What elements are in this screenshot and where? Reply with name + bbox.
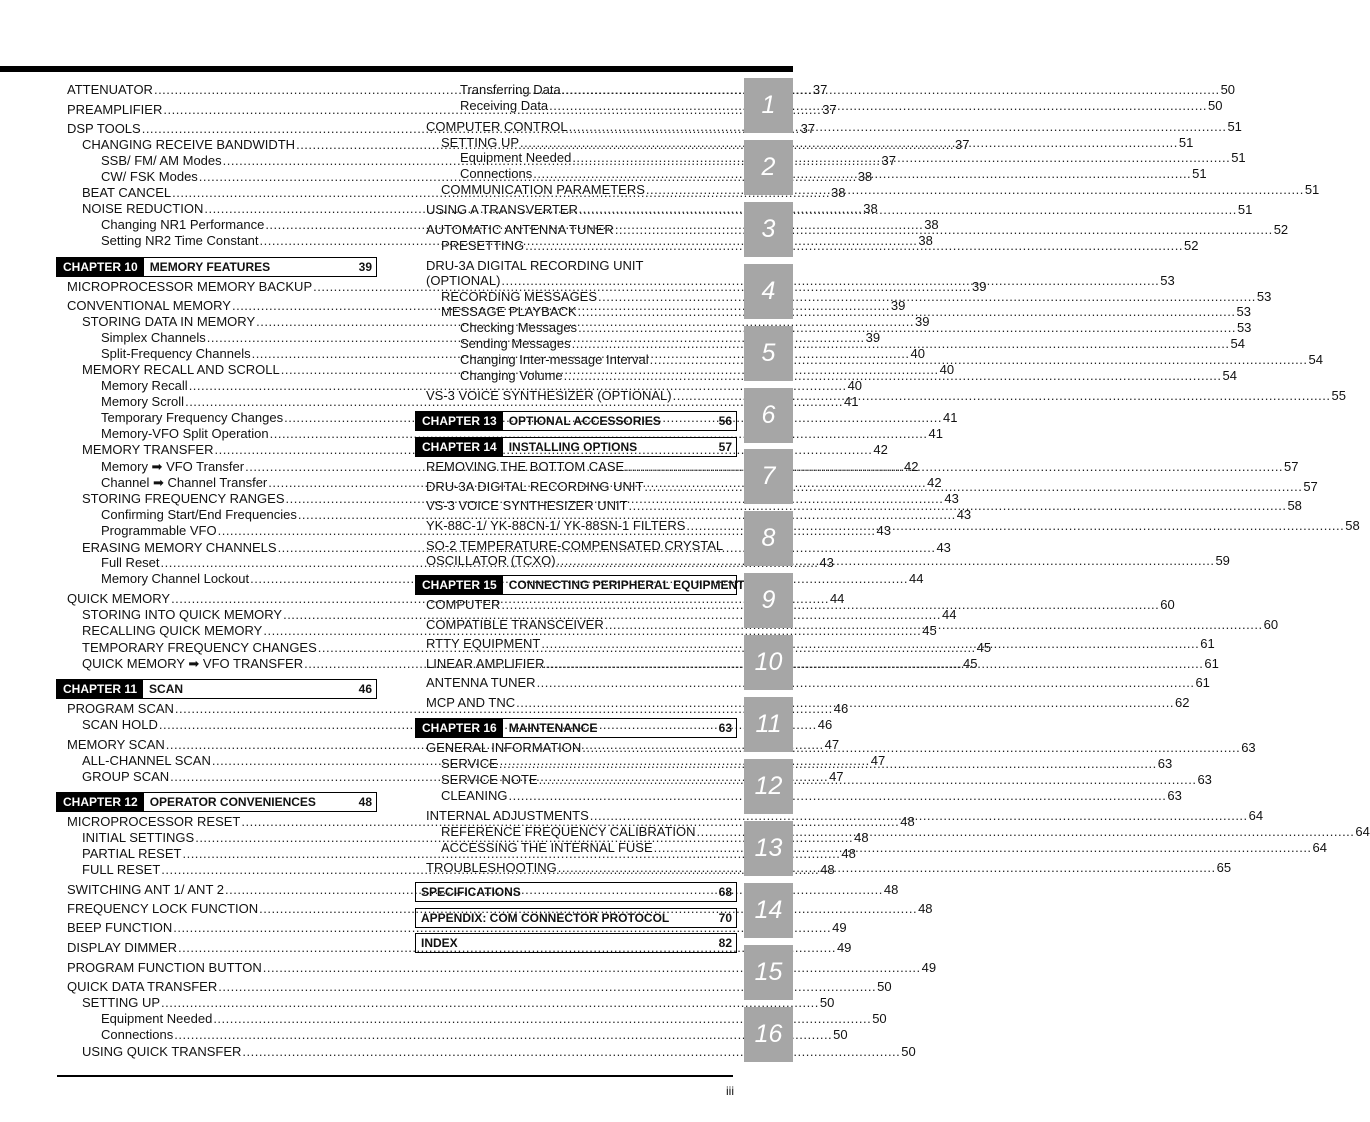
toc-entry-label: BEAT CANCEL bbox=[82, 185, 172, 200]
toc-entry-label: QUICK MEMORY ➡ VFO TRANSFER bbox=[82, 656, 304, 671]
leader-dots bbox=[539, 772, 1197, 788]
toc-entry-label: Checking Messages bbox=[460, 320, 578, 335]
toc-entry-page: 57 bbox=[1284, 459, 1299, 474]
leader-dots bbox=[564, 368, 1222, 384]
toc-entry-page: 37 bbox=[812, 82, 828, 97]
toc-entry-label: Memory Scroll bbox=[101, 394, 185, 409]
toc-entry-page: 38 bbox=[857, 169, 873, 184]
chapter-tab-16[interactable]: 16 bbox=[744, 1007, 793, 1062]
toc-entry-label: Memory Channel Lockout bbox=[101, 571, 250, 586]
leader-dots bbox=[629, 498, 1287, 514]
toc-entry-page: 50 bbox=[901, 1044, 916, 1059]
toc-entry-label: Setting NR2 Time Constant bbox=[101, 233, 259, 248]
toc-entry-page: 51 bbox=[1192, 166, 1207, 181]
toc-entry-page: 51 bbox=[1231, 150, 1246, 165]
toc-entry-page: 50 bbox=[833, 1027, 848, 1042]
toc-entry-label: DRU-3A DIGITAL RECORDING UNIT bbox=[426, 479, 644, 494]
toc-entry-label: BEEP FUNCTION bbox=[67, 920, 173, 935]
toc-entry-page: 51 bbox=[1237, 202, 1253, 217]
toc-entry-label: ERASING MEMORY CHANNELS bbox=[82, 540, 277, 555]
toc-entry-page: 65 bbox=[1216, 860, 1232, 875]
toc-entry-page: 41 bbox=[942, 410, 958, 425]
toc-entry-page: 38 bbox=[924, 217, 939, 232]
toc-entry-page: 51 bbox=[1178, 135, 1194, 150]
toc-entry-page: 48 bbox=[918, 901, 933, 916]
toc-entry-page: 41 bbox=[843, 394, 859, 409]
toc-entry-page: 49 bbox=[832, 920, 847, 935]
toc-entry-page: 58 bbox=[1287, 498, 1302, 513]
toc-entry-label: MICROPROCESSOR RESET bbox=[67, 814, 241, 829]
chapter-title: SCAN bbox=[149, 682, 184, 696]
toc-entry-page: 46 bbox=[833, 701, 849, 716]
toc-entry-page: 63 bbox=[1157, 756, 1173, 771]
toc-entry-page: 42 bbox=[927, 475, 942, 490]
chapter-label: CHAPTER 16 bbox=[416, 719, 503, 737]
toc-entry-label: DRU-3A DIGITAL RECORDING UNIT bbox=[426, 258, 644, 273]
toc-entry-page: 54 bbox=[1230, 336, 1245, 351]
toc-entry-page: 37 bbox=[881, 153, 897, 168]
toc-entry-label: TEMPORARY FREQUENCY CHANGES bbox=[82, 640, 317, 655]
toc-entry-label: Temporary Frequency Changes bbox=[101, 410, 284, 425]
toc-entry-page: 61 bbox=[1195, 675, 1210, 690]
toc-entry-label: ACCESSING THE INTERNAL FUSE bbox=[441, 840, 653, 855]
chapter-page: 39 bbox=[358, 260, 372, 274]
toc-entry-page: 58 bbox=[1345, 518, 1360, 533]
toc-entry-label: INTERNAL ADJUSTMENTS bbox=[426, 808, 589, 823]
toc-entry-page: 43 bbox=[936, 540, 951, 555]
toc-entry-page: 53 bbox=[1256, 289, 1272, 304]
toc-entry-label: (OPTIONAL) bbox=[426, 273, 501, 288]
chapter-tab-3[interactable]: 3 bbox=[744, 202, 793, 257]
toc-entry-label: GROUP SCAN bbox=[82, 769, 170, 784]
toc-entry-label: Full Reset bbox=[101, 555, 160, 570]
leader-dots bbox=[625, 459, 1283, 475]
toc-entry-page: 63 bbox=[1167, 788, 1182, 803]
chapter-label: CHAPTER 13 bbox=[416, 412, 503, 430]
toc-entry-page: 60 bbox=[1160, 597, 1175, 612]
chapter-label: CHAPTER 12 bbox=[57, 793, 144, 811]
toc-entry-label: COMPUTER CONTROL bbox=[426, 119, 568, 134]
toc-entry-label: Connections bbox=[101, 1027, 174, 1042]
chapter-label: CHAPTER 10 bbox=[57, 258, 144, 276]
toc-entry-page: 49 bbox=[836, 940, 852, 955]
chapter-heading[interactable] bbox=[415, 718, 737, 738]
toc-entry-page: 64 bbox=[1248, 808, 1264, 823]
toc-entry-label: Changing Volume bbox=[460, 368, 563, 383]
chapter-label: CHAPTER 14 bbox=[416, 438, 503, 456]
section-heading[interactable] bbox=[415, 933, 737, 953]
toc-entry-page: 45 bbox=[962, 656, 978, 671]
chapter-tab-9[interactable]: 9 bbox=[744, 573, 793, 628]
leader-dots bbox=[697, 824, 1355, 840]
leader-dots bbox=[579, 202, 1237, 218]
toc-entry-label: Programmable VFO bbox=[101, 523, 217, 538]
toc-entry-label: QUICK MEMORY bbox=[67, 591, 171, 606]
toc-entry-page: 44 bbox=[829, 591, 845, 606]
chapter-page: 48 bbox=[358, 795, 372, 809]
chapter-tab-13[interactable]: 13 bbox=[744, 821, 793, 876]
chapter-heading[interactable] bbox=[415, 437, 737, 457]
leader-dots bbox=[615, 222, 1273, 238]
chapter-title: MEMORY FEATURES bbox=[149, 260, 271, 274]
toc-entry-page: 39 bbox=[972, 279, 987, 294]
toc-entry[interactable] bbox=[426, 538, 736, 554]
toc-entry-label: USING A TRANSVERTER bbox=[426, 202, 578, 217]
toc-entry-page: 38 bbox=[831, 185, 846, 200]
toc-entry-page: 52 bbox=[1183, 238, 1199, 253]
chapter-title: OPERATOR CONVENIENCES bbox=[149, 795, 316, 809]
toc-entry-page: 61 bbox=[1200, 636, 1215, 651]
toc-entry-page: 48 bbox=[900, 814, 915, 829]
toc-entry-label: SWITCHING ANT 1/ ANT 2 bbox=[67, 882, 224, 897]
chapter-tab-7[interactable]: 7 bbox=[744, 449, 793, 504]
chapter-tab-12[interactable]: 12 bbox=[744, 759, 793, 814]
toc-entry-page: 43 bbox=[956, 507, 972, 522]
chapter-page: 46 bbox=[358, 682, 372, 696]
leader-dots bbox=[557, 553, 1215, 569]
toc-entry-page: 39 bbox=[890, 298, 906, 313]
toc-entry-label: Memory ➡ VFO Transfer bbox=[101, 459, 245, 474]
toc-entry-label: TROUBLESHOOTING bbox=[426, 860, 557, 875]
chapter-page: 63 bbox=[718, 721, 732, 735]
toc-entry-label: SO-2 TEMPERATURE-COMPENSATED CRYSTAL bbox=[426, 538, 724, 553]
toc-entry-page: 43 bbox=[819, 555, 834, 570]
toc-entry-page: 40 bbox=[910, 346, 925, 361]
toc-entry-page: 43 bbox=[876, 523, 891, 538]
chapter-tab-4[interactable]: 4 bbox=[744, 264, 793, 319]
toc-entry-label: SERVICE NOTE bbox=[441, 772, 538, 787]
chapter-tab-2[interactable]: 2 bbox=[744, 140, 793, 195]
chapter-title: INSTALLING OPTIONS bbox=[508, 440, 638, 454]
chapter-label: CHAPTER 11 bbox=[57, 680, 143, 698]
toc-entry-page: 63 bbox=[1197, 772, 1212, 787]
toc-entry-page: 41 bbox=[928, 426, 943, 441]
toc-entry-label: MEMORY SCAN bbox=[67, 737, 165, 752]
toc-entry-label: Connections bbox=[460, 166, 533, 181]
toc-entry-label: SERVICE bbox=[441, 756, 498, 771]
section-page: 70 bbox=[718, 911, 732, 925]
toc-entry-label: Equipment Needed bbox=[460, 150, 572, 165]
section-page: 68 bbox=[718, 885, 732, 899]
chapter-tab-5[interactable]: 5 bbox=[744, 326, 793, 381]
toc-entry[interactable] bbox=[426, 675, 1210, 691]
toc-entry-label: DSP TOOLS bbox=[67, 121, 141, 136]
leader-dots bbox=[533, 166, 1191, 182]
toc-entry-label: Channel ➡ Channel Transfer bbox=[101, 475, 268, 490]
toc-entry-label: Memory-VFO Split Operation bbox=[101, 426, 269, 441]
toc-entry-label: PROGRAM FUNCTION BUTTON bbox=[67, 960, 262, 975]
toc-entry-label: Equipment Needed bbox=[101, 1011, 213, 1026]
toc-entry-page: 37 bbox=[822, 102, 837, 117]
section-title: APPENDIX: COM CONNECTOR PROTOCOL bbox=[421, 911, 670, 925]
chapter-title: OPTIONAL ACCESSORIES bbox=[508, 414, 661, 428]
chapter-tab-8[interactable]: 8 bbox=[744, 511, 793, 566]
toc-entry-page: 38 bbox=[918, 233, 933, 248]
toc-entry-label: RTTY EQUIPMENT bbox=[426, 636, 541, 651]
toc-entry-label: STORING FREQUENCY RANGES bbox=[82, 491, 285, 506]
toc-entry-page: 49 bbox=[921, 960, 937, 975]
chapter-tab-14[interactable]: 14 bbox=[744, 883, 793, 938]
toc-entry-label: RECORDING MESSAGES bbox=[441, 289, 598, 304]
leader-dots bbox=[541, 636, 1199, 652]
toc-entry-label: VS-3 VOICE SYNTHESIZER UNIT bbox=[426, 498, 628, 513]
toc-entry-page: 50 bbox=[877, 979, 892, 994]
toc-entry-label: CONVENTIONAL MEMORY bbox=[67, 298, 231, 313]
toc-entry-page: 47 bbox=[829, 769, 844, 784]
toc-entry-page: 64 bbox=[1355, 824, 1370, 839]
chapter-tab-10[interactable]: 10 bbox=[744, 635, 793, 690]
chapter-tab-15[interactable]: 15 bbox=[744, 945, 793, 1000]
toc-entry-label: VS-3 VOICE SYNTHESIZER (OPTIONAL) bbox=[426, 388, 672, 403]
toc-entry-label: Sending Messages bbox=[460, 336, 571, 351]
toc-entry[interactable] bbox=[441, 289, 1272, 305]
leader-dots bbox=[572, 150, 1230, 166]
toc-entry-page: 48 bbox=[841, 846, 856, 861]
toc-entry-page: 40 bbox=[847, 378, 863, 393]
leader-dots bbox=[578, 320, 1236, 336]
chapter-title: CONNECTING PERIPHERAL EQUIPMENT bbox=[508, 578, 745, 592]
toc-entry-label: QUICK DATA TRANSFER bbox=[67, 979, 218, 994]
toc-entry-page: 61 bbox=[1204, 656, 1219, 671]
toc-entry-page: 37 bbox=[800, 121, 816, 136]
toc-entry-label: YK-88C-1/ YK-88CN-1/ YK-88SN-1 FILTERS bbox=[426, 518, 686, 533]
page-number: iii bbox=[726, 1084, 734, 1098]
toc-entry-page: 50 bbox=[819, 995, 835, 1010]
toc-entry-page: 52 bbox=[1273, 222, 1289, 237]
chapter-tab-6[interactable]: 6 bbox=[744, 388, 793, 443]
toc-entry-label: Split-Frequency Channels bbox=[101, 346, 251, 361]
toc-entry-page: 54 bbox=[1308, 352, 1323, 367]
toc-entry-page: 54 bbox=[1222, 368, 1237, 383]
toc-entry-label: MESSAGE PLAYBACK bbox=[441, 304, 577, 319]
toc-entry-page: 44 bbox=[941, 607, 957, 622]
toc-entry-label: MCP AND TNC bbox=[426, 695, 516, 710]
toc-entry-label: MEMORY RECALL AND SCROLL bbox=[82, 362, 280, 377]
toc-entry-page: 47 bbox=[870, 753, 886, 768]
toc-entry-label: USING QUICK TRANSFER bbox=[82, 1044, 242, 1059]
leader-dots bbox=[605, 617, 1263, 633]
toc-entry-label: STORING INTO QUICK MEMORY bbox=[82, 607, 283, 622]
leader-dots bbox=[572, 336, 1230, 352]
leader-dots bbox=[598, 289, 1256, 305]
toc-entry-label: COMPUTER bbox=[426, 597, 501, 612]
toc-entry-label: COMPATIBLE TRANSCEIVER bbox=[426, 617, 604, 632]
chapter-heading[interactable] bbox=[415, 411, 737, 431]
toc-entry-label: COMMUNICATION PARAMETERS bbox=[441, 182, 645, 197]
toc-entry-label: Memory Recall bbox=[101, 378, 188, 393]
chapter-title: MAINTENANCE bbox=[508, 721, 598, 735]
toc-entry-label: STORING DATA IN MEMORY bbox=[82, 314, 256, 329]
toc-entry-label: PREAMPLIFIER bbox=[67, 102, 163, 117]
toc-entry-label: Receiving Data bbox=[460, 98, 549, 113]
chapter-tab-1[interactable]: 1 bbox=[744, 78, 793, 133]
section-title: INDEX bbox=[421, 936, 458, 950]
toc-entry-label: NOISE REDUCTION bbox=[82, 201, 204, 216]
toc-entry-label: INITIAL SETTINGS bbox=[82, 830, 195, 845]
toc-entry-label: Transferring Data bbox=[460, 82, 561, 97]
toc-entry-page: 47 bbox=[824, 737, 840, 752]
toc-entry-page: 37 bbox=[954, 137, 970, 152]
leader-dots bbox=[582, 740, 1240, 756]
leader-dots bbox=[578, 304, 1236, 320]
leader-dots bbox=[520, 135, 1178, 151]
toc-entry-page: 39 bbox=[865, 330, 881, 345]
toc-entry-label: SSB/ FM/ AM Modes bbox=[101, 153, 222, 168]
toc-entry[interactable] bbox=[426, 258, 736, 274]
toc-entry-page: 44 bbox=[909, 571, 924, 586]
toc-entry-label: CHANGING RECEIVE BANDWIDTH bbox=[82, 137, 296, 152]
toc-entry-label: SCAN HOLD bbox=[82, 717, 158, 732]
toc-entry-label: PARTIAL RESET bbox=[82, 846, 182, 861]
toc-entry-label: REMOVING THE BOTTOM CASE bbox=[426, 459, 625, 474]
toc-entry-page: 42 bbox=[873, 442, 888, 457]
chapter-tab-11[interactable]: 11 bbox=[744, 697, 793, 752]
toc-entry-page: 59 bbox=[1215, 553, 1230, 568]
toc-entry-page: 55 bbox=[1331, 388, 1346, 403]
toc-entry-label: REFERENCE FREQUENCY CALIBRATION bbox=[441, 824, 696, 839]
toc-entry-label: Changing NR1 Performance bbox=[101, 217, 265, 232]
chapter-heading[interactable] bbox=[415, 575, 745, 595]
leader-dots bbox=[549, 98, 1207, 114]
toc-entry-page: 60 bbox=[1263, 617, 1279, 632]
toc-entry-page: 39 bbox=[915, 314, 930, 329]
toc-entry-page: 62 bbox=[1174, 695, 1190, 710]
toc-entry-page: 51 bbox=[1227, 119, 1242, 134]
toc-entry-page: 57 bbox=[1303, 479, 1318, 494]
toc-entry-page: 53 bbox=[1236, 320, 1252, 335]
toc-entry-label: ALL-CHANNEL SCAN bbox=[82, 753, 211, 768]
toc-entry-label: FULL RESET bbox=[82, 862, 161, 877]
toc-entry-page: 40 bbox=[939, 362, 955, 377]
leader-dots bbox=[501, 273, 1159, 289]
toc-entry-label: CLEANING bbox=[441, 788, 508, 803]
toc-entry-page: 42 bbox=[903, 459, 919, 474]
chapter-label: CHAPTER 15 bbox=[416, 576, 503, 594]
toc-entry-label: SETTING UP bbox=[441, 135, 520, 150]
toc-entry-page: 48 bbox=[854, 830, 869, 845]
toc-entry-page: 50 bbox=[872, 1011, 887, 1026]
toc-entry-page: 50 bbox=[1208, 98, 1223, 113]
toc-entry-label: Changing Inter-message Interval bbox=[460, 352, 649, 367]
section-heading[interactable] bbox=[415, 882, 737, 902]
toc-entry-page: 63 bbox=[1241, 740, 1256, 755]
toc-entry-page: 48 bbox=[883, 882, 899, 897]
toc-entry-label: ATTENUATOR bbox=[67, 82, 153, 97]
leader-dots bbox=[562, 82, 1220, 98]
toc-entry-label: LINEAR AMPLIFIER bbox=[426, 656, 545, 671]
chapter-page: 56 bbox=[718, 414, 732, 428]
toc-entry-label: MEMORY TRANSFER bbox=[82, 442, 214, 457]
leader-dots bbox=[525, 238, 1183, 254]
leader-dots bbox=[569, 119, 1227, 135]
toc-entry[interactable] bbox=[441, 788, 1182, 804]
leader-dots bbox=[508, 788, 1166, 804]
section-page: 82 bbox=[718, 936, 732, 950]
toc-entry-page: 45 bbox=[922, 623, 937, 638]
leader-dots bbox=[537, 675, 1195, 691]
toc-entry-label: DISPLAY DIMMER bbox=[67, 940, 178, 955]
toc-entry-label: SETTING UP bbox=[82, 995, 161, 1010]
toc-entry-label: PROGRAM SCAN bbox=[67, 701, 174, 716]
toc-entry-page: 51 bbox=[1304, 182, 1320, 197]
leader-dots bbox=[501, 597, 1159, 613]
toc-entry-page: 48 bbox=[820, 862, 835, 877]
toc-entry-label: Simplex Channels bbox=[101, 330, 206, 345]
toc-entry-label: RECALLING QUICK MEMORY bbox=[82, 623, 263, 638]
toc-entry-label: PRESETTING bbox=[441, 238, 525, 253]
toc-entry-page: 64 bbox=[1312, 840, 1328, 855]
toc-entry-label: FREQUENCY LOCK FUNCTION bbox=[67, 901, 259, 916]
toc-entry-label: Confirming Start/End Frequencies bbox=[101, 507, 297, 522]
leader-dots bbox=[590, 808, 1248, 824]
section-heading[interactable] bbox=[415, 908, 737, 928]
section-title: SPECIFICATIONS bbox=[421, 885, 521, 899]
leader-dots bbox=[516, 695, 1174, 711]
toc-entry-page: 53 bbox=[1236, 304, 1251, 319]
toc-entry-page: 46 bbox=[817, 717, 833, 732]
toc-entry-label: OSCILLATOR (TCXO) bbox=[426, 553, 556, 568]
toc-entry-label: CW/ FSK Modes bbox=[101, 169, 198, 184]
leader-dots bbox=[499, 756, 1157, 772]
toc-entry-label: ANTENNA TUNER bbox=[426, 675, 536, 690]
chapter-page: 57 bbox=[718, 440, 732, 454]
toc-entry-page: 53 bbox=[1160, 273, 1175, 288]
bottom-rule bbox=[57, 1075, 733, 1077]
toc-entry-page: 45 bbox=[976, 640, 992, 655]
toc-entry-label: AUTOMATIC ANTENNA TUNER bbox=[426, 222, 614, 237]
toc-entry-page: 50 bbox=[1220, 82, 1236, 97]
toc-entry-page: 43 bbox=[944, 491, 959, 506]
leader-dots bbox=[558, 860, 1216, 876]
toc-entry-label: MICROPROCESSOR MEMORY BACKUP bbox=[67, 279, 313, 294]
toc-entry-label: GENERAL INFORMATION bbox=[426, 740, 582, 755]
leader-dots bbox=[545, 656, 1203, 672]
toc-entry-page: 38 bbox=[863, 201, 878, 216]
